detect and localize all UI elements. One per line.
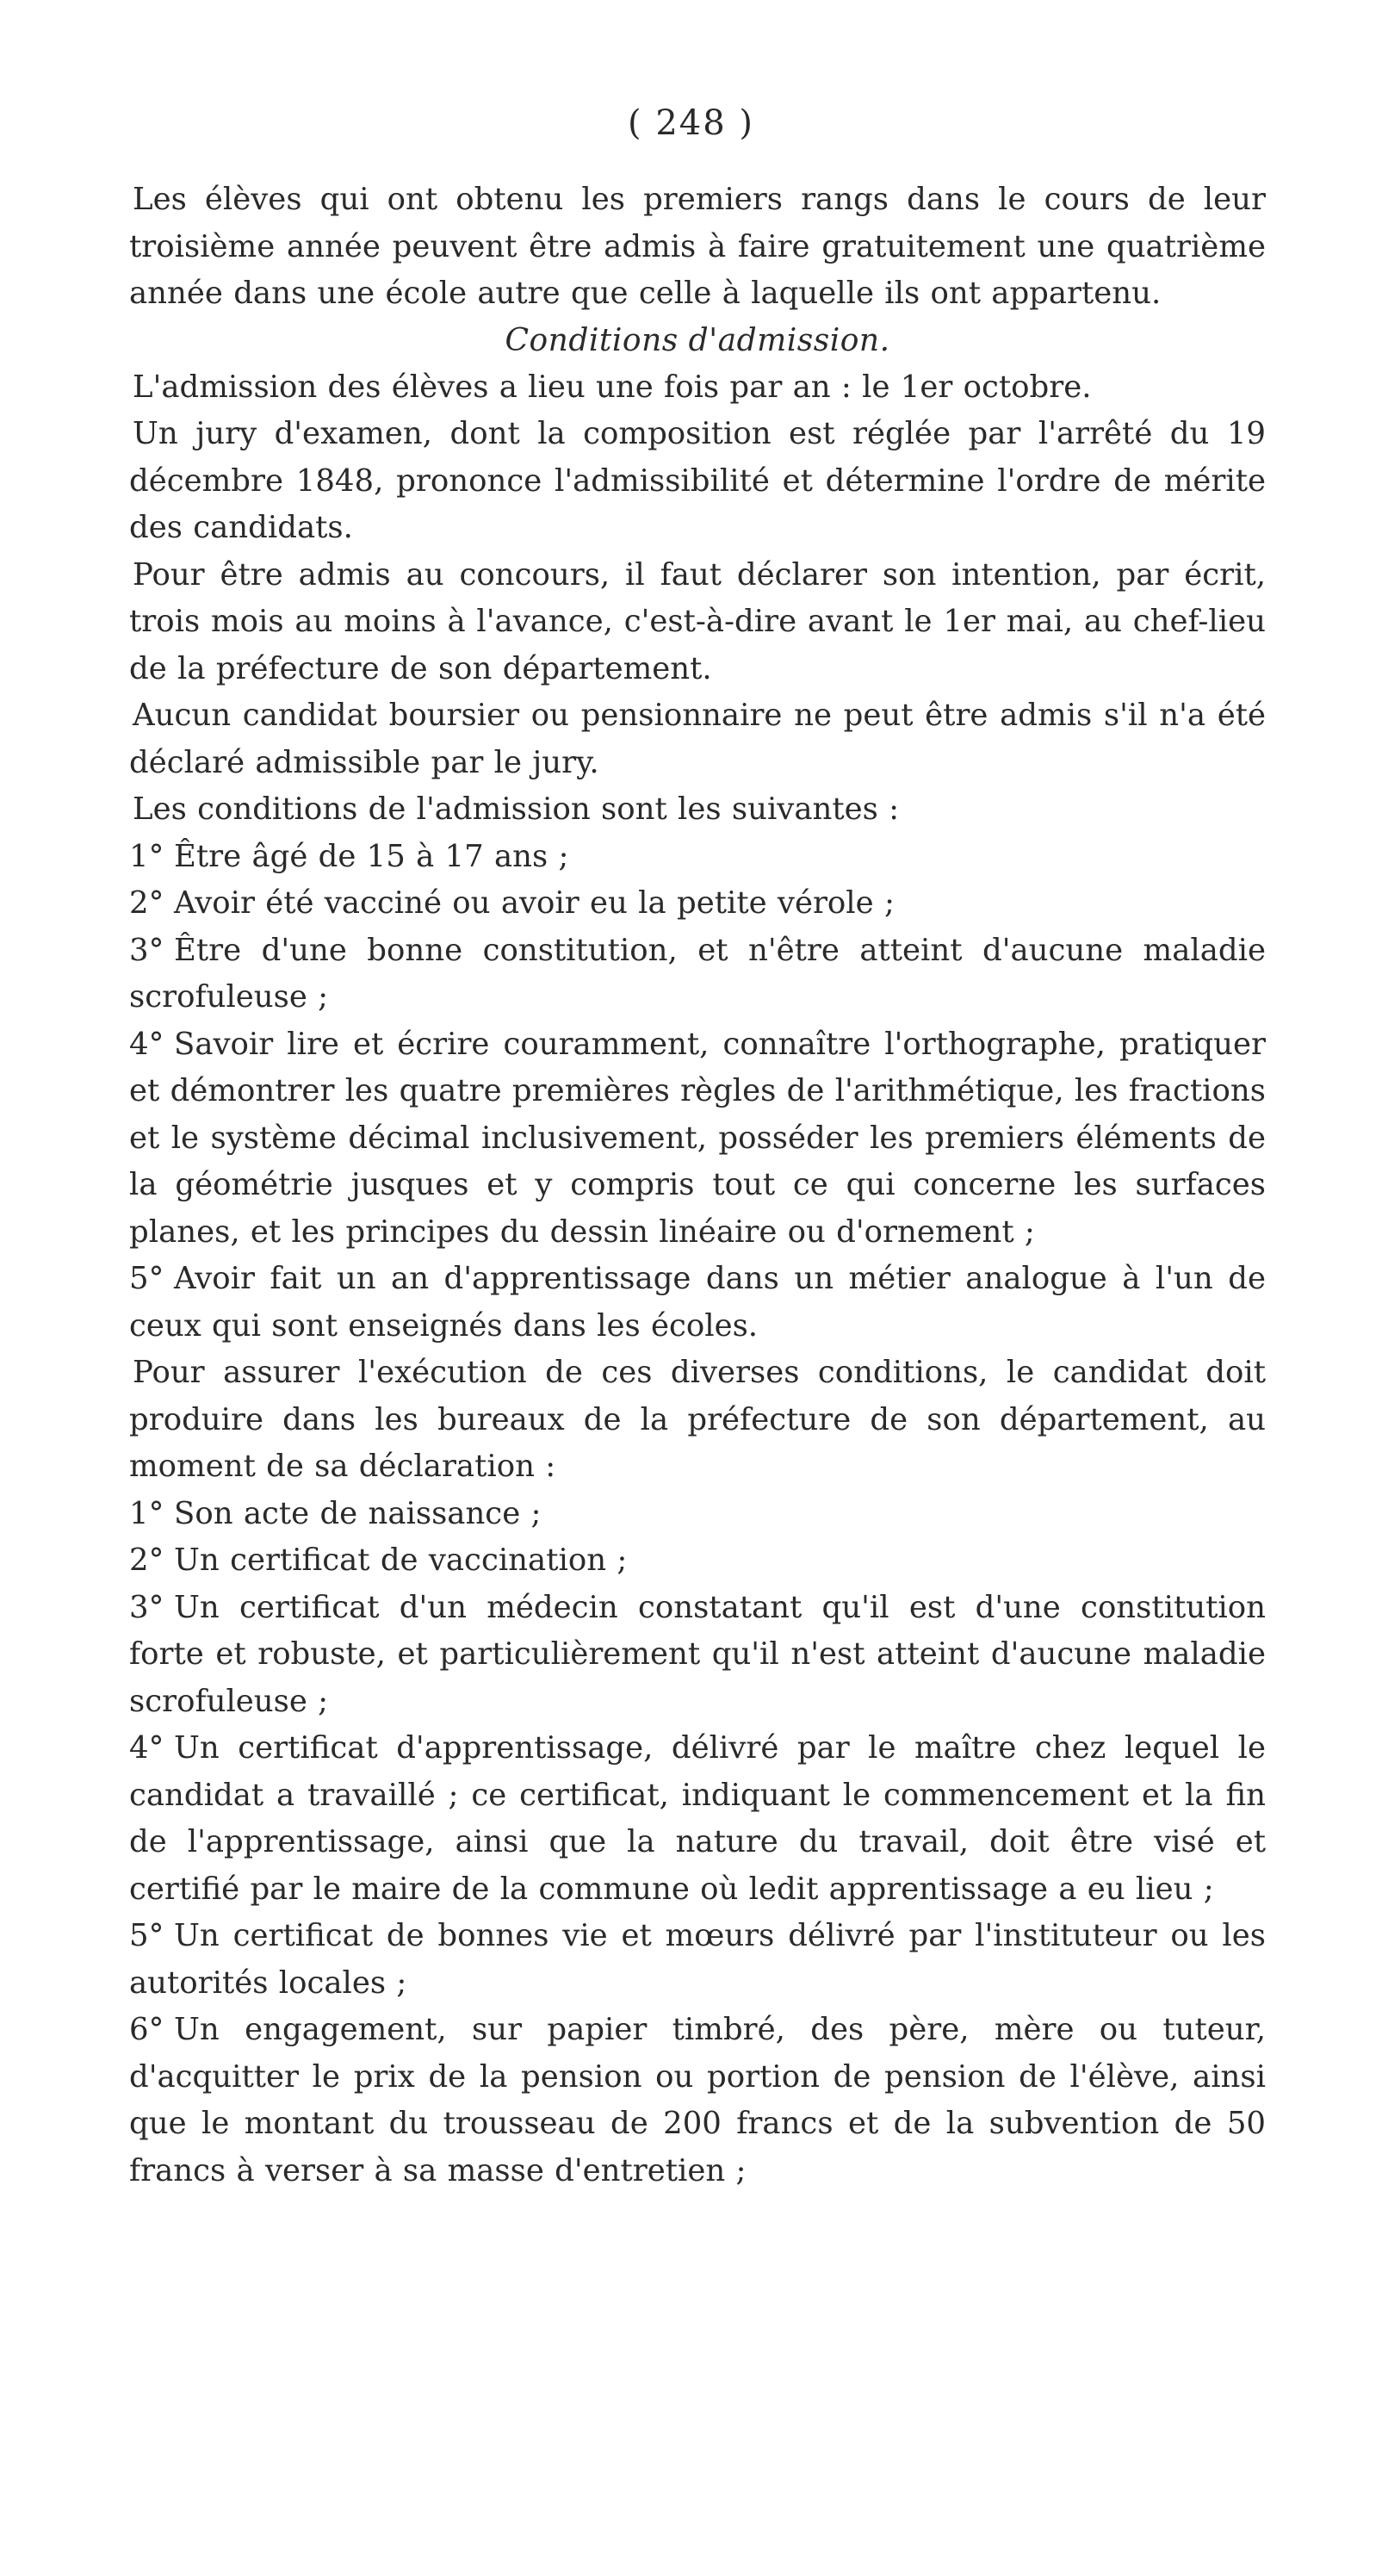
list-item [129,1585,1266,1726]
list-item [129,1021,1266,1257]
page-number: ( 248 ) [628,103,754,143]
item-number: 2° [129,1542,164,1578]
conditions-intro: Les conditions de l'admission sont les suivantes : [133,791,900,827]
item-text: Être d'une bonne constitution, et n'être atteint d'aucune maladie scrofuleuse ; [129,932,1266,1015]
item-text: Savoir lire et écrire couramment, connaître l'orthographe, pratiquer et démontrer les quatre premières règles de l'arithmétique, les fractions et le système décimal inclusivement, posséder les premiers éléments de la géométrie jusques et y compris tout ce qui concerne les surfaces planes, et les principes du dessin linéaire ou d'ornement ; [129,1026,1266,1250]
list-item [129,2007,1266,2194]
list-item [129,1913,1266,2007]
item-text: Un certificat d'un médecin constatant qu'il est d'une constitution forte et robuste, et particulièrement qu'il n'est atteint d'aucune maladie scrofuleuse ; [129,1589,1266,1719]
assurer-paragraph: Pour assurer l'exécution de ces diverses conditions, le candidat doit produire dans les bureaux de la préfecture de son département, au moment de sa déclaration : [129,1355,1266,1484]
item-number: 1° [129,1495,164,1531]
item-number: 1° [129,838,164,874]
list-item [129,1491,1266,1538]
item-number: 5° [129,1261,164,1296]
item-text: Son acte de naissance ; [174,1495,542,1531]
intro-paragraph: Les élèves qui ont obtenu les premiers rangs dans le cours de leur troisième année peuvent être admis à faire gratuitement une quatrième année dans une école autre que celle à laquelle ils ont appartenu. [129,182,1266,311]
page-text [129,177,1266,2194]
concours-paragraph: Pour être admis au concours, il faut déclarer son intention, par écrit, trois mois au moins à l'avance, c'est-à-dire avant le 1er mai, au chef-lieu de la préfecture de son département. [129,556,1266,686]
conditions-list [129,834,1266,1350]
list-item [129,1537,1266,1585]
list-item [129,928,1266,1021]
item-text: Un certificat d'apprentissage, délivré par le maître chez lequel le candidat a travaillé ; ce certificat, indiquant le commencement et la fin de l'apprentissage, ainsi que la nature du travail, doit être visé et certifié par le maire de la commune où ledit apprentissage a eu lieu ; [129,1730,1266,1907]
item-number: 5° [129,1918,164,1953]
item-text: Avoir été vacciné ou avoir eu la petite vérole ; [174,885,895,921]
item-number: 6° [129,2012,164,2047]
list-item [129,834,1266,881]
item-text: Être âgé de 15 à 17 ans ; [174,838,569,874]
item-number: 3° [129,932,164,968]
item-text: Avoir fait un an d'apprentissage dans un métier analogue à l'un de ceux qui sont enseignés dans les écoles. [129,1261,1266,1344]
item-text: Un certificat de vaccination ; [174,1542,628,1578]
item-text: Un certificat de bonnes vie et mœurs délivré par l'instituteur ou les autorités locales ; [129,1918,1266,2001]
list-item [129,1256,1266,1350]
list-item [129,1725,1266,1913]
admission-paragraph: L'admission des élèves a lieu une fois par an : le 1er octobre. [133,369,1092,405]
section-title: Conditions d'admission. [505,322,890,358]
item-number: 2° [129,885,164,921]
item-number: 4° [129,1026,164,1062]
item-number: 3° [129,1589,164,1625]
item-number: 4° [129,1730,164,1766]
boursier-paragraph: Aucun candidat boursier ou pensionnaire ne peut être admis s'il n'a été déclaré admissible par le jury. [129,698,1266,780]
documents-list [129,1491,1266,2195]
item-text: Un engagement, sur papier timbré, des père, mère ou tuteur, d'acquitter le prix de la pension ou portion de pension de l'élève, ainsi que le montant du trousseau de 200 francs et de la subvention de 50 francs à verser à sa masse d'entretien ; [129,2012,1266,2188]
jury-paragraph: Un jury d'examen, dont la composition est réglée par l'arrêté du 19 décembre 1848, prononce l'admissibilité et détermine l'ordre de mérite des candidats. [129,416,1266,545]
list-item [129,880,1266,928]
